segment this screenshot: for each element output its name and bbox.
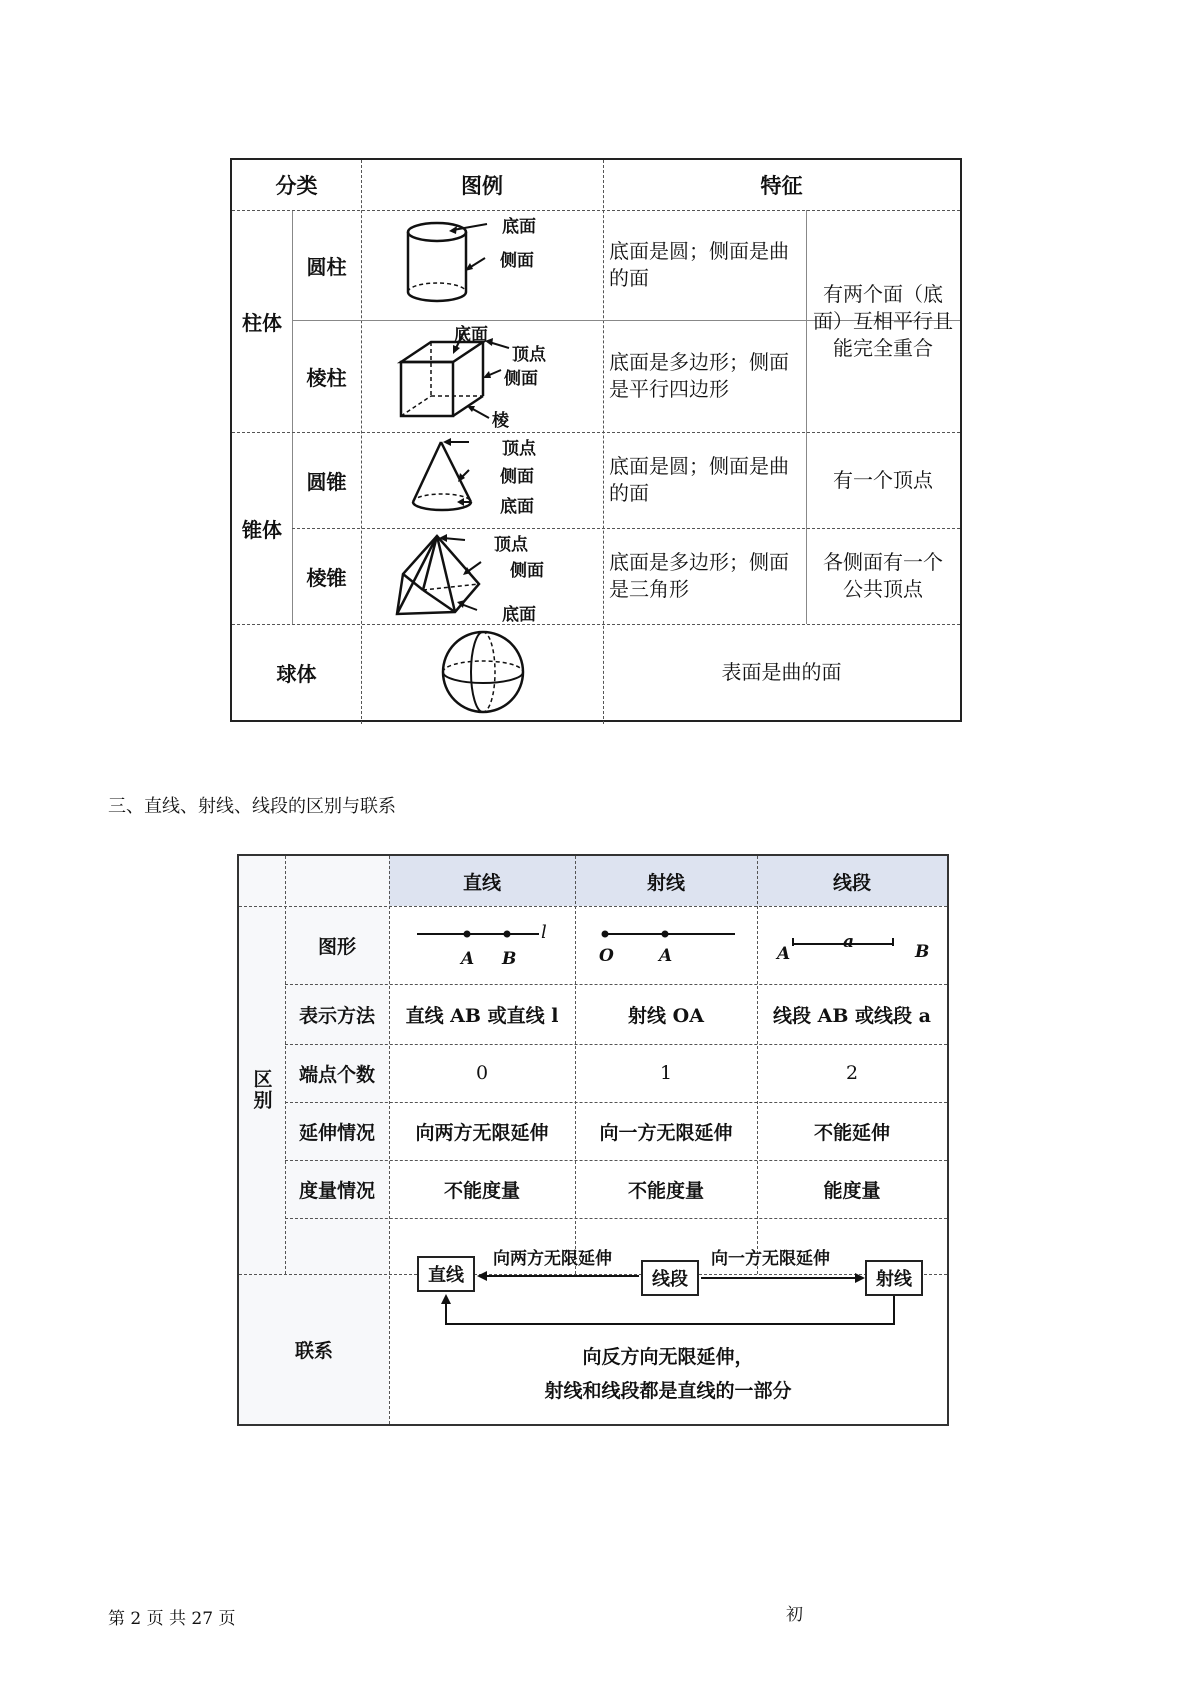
measure-line: 不能度量: [443, 1179, 520, 1202]
header-feature: 特征: [760, 174, 803, 198]
line-figure: [389, 906, 575, 984]
row-pyramid-name: 棱锥: [306, 565, 347, 590]
section-heading: 三、直线、射线、线段的区别与联系: [108, 796, 396, 817]
row-extension-label: 延伸情况: [298, 1121, 375, 1144]
solids-table: [230, 158, 962, 722]
row-cylinder-name: 圆柱: [306, 254, 347, 279]
header-figure: 图例: [461, 174, 503, 198]
row-measure-label: 度量情况: [298, 1179, 375, 1202]
col-line: 直线: [462, 871, 501, 894]
segment-fig-label-b: B: [915, 942, 930, 962]
prism-label-side: 侧面: [504, 369, 538, 389]
shared-cone-feature: 有一个顶点: [833, 467, 933, 492]
footer-tag: 初: [786, 1605, 803, 1625]
row-prism-feature: 底面是多边形；侧面是平行四边形: [609, 350, 789, 401]
cone-label-base: 底面: [500, 497, 534, 517]
notation-ray: 射线 OA: [628, 1004, 704, 1027]
box-ray: 射线: [865, 1260, 923, 1296]
extension-line: 向两方无限延伸: [415, 1121, 549, 1144]
pyramid-figure: [361, 528, 603, 624]
prism-label-base: 底面: [454, 325, 488, 345]
cone-label-vertex: 顶点: [502, 439, 536, 459]
diff-label: 区别: [250, 1069, 273, 1111]
row-figure-label: 图形: [317, 935, 356, 958]
row-cone-feature: 底面是圆；侧面是曲的面: [609, 454, 789, 505]
row-endpoints-label: 端点个数: [298, 1063, 375, 1086]
sphere-figure: [361, 624, 603, 720]
line-fig-label-b: B: [502, 949, 517, 969]
page-number: 第 2 页 共 27 页: [108, 1609, 236, 1629]
line-fig-label-a: A: [461, 949, 475, 969]
arrow-left-label: 向两方无限延伸: [493, 1249, 612, 1269]
measure-segment: 能度量: [823, 1179, 881, 1202]
line-ray-segment-table: [237, 854, 949, 1426]
line-fig-label-l: l: [541, 922, 547, 943]
relation-arrows: [389, 1246, 947, 1336]
row-pyramid-feature: 底面是多边形；侧面是三角形: [609, 550, 789, 601]
notation-segment: 线段 AB 或线段 a: [773, 1004, 931, 1027]
cone-label-side: 侧面: [500, 467, 534, 487]
endpoints-line: 0: [475, 1062, 489, 1084]
relation-note-1: 向反方向无限延伸，: [582, 1345, 754, 1368]
row-sphere-name: 球体: [276, 661, 317, 686]
box-line: 直线: [417, 1256, 475, 1292]
extension-ray: 向一方无限延伸: [599, 1121, 733, 1144]
relation-label: 联系: [294, 1339, 333, 1362]
segment-fig-label-small-a: a: [843, 932, 855, 952]
segment-fig-label-a: A: [777, 944, 791, 964]
group-prism: 柱体: [242, 310, 282, 335]
pyramid-label-base: 底面: [502, 605, 536, 625]
extension-segment: 不能延伸: [813, 1121, 890, 1144]
endpoints-segment: 2: [845, 1062, 859, 1084]
ray-fig-label-o: O: [599, 946, 614, 966]
pyramid-label-side: 侧面: [510, 561, 544, 581]
header-category: 分类: [275, 174, 318, 198]
measure-ray: 不能度量: [627, 1179, 704, 1202]
cylinder-label-base: 底面: [502, 217, 536, 237]
row-prism-name: 棱柱: [306, 365, 347, 390]
pyramid-label-vertex: 顶点: [494, 535, 528, 555]
group-cone: 锥体: [242, 517, 282, 542]
ray-figure: [575, 906, 757, 984]
shared-prism-feature: 有两个面（底面）互相平行且能完全重合: [813, 281, 953, 360]
shared-pyramid-feature: 各侧面有一个公共顶点: [823, 550, 943, 601]
row-cylinder-feature: 底面是圆；侧面是曲的面: [609, 239, 789, 290]
col-segment: 线段: [832, 871, 871, 894]
row-sphere-feature: 表面是曲的面: [721, 659, 842, 684]
prism-label-edge: 棱: [492, 411, 509, 431]
row-cone-name: 圆锥: [306, 469, 347, 494]
arrow-right-label: 向一方无限延伸: [711, 1249, 830, 1269]
col-ray: 射线: [646, 871, 685, 894]
endpoints-ray: 1: [659, 1062, 673, 1084]
cone-figure: [361, 432, 603, 528]
notation-line: 直线 AB 或直线 l: [405, 1004, 559, 1027]
ray-fig-label-a: A: [659, 946, 673, 966]
cylinder-label-side: 侧面: [500, 251, 534, 271]
cylinder-figure: [361, 210, 603, 320]
box-segment: 线段: [641, 1260, 699, 1296]
row-notation-label: 表示方法: [298, 1004, 375, 1027]
relation-note-2: 射线和线段都是直线的一部分: [544, 1379, 792, 1402]
prism-label-vertex: 顶点: [512, 345, 546, 365]
